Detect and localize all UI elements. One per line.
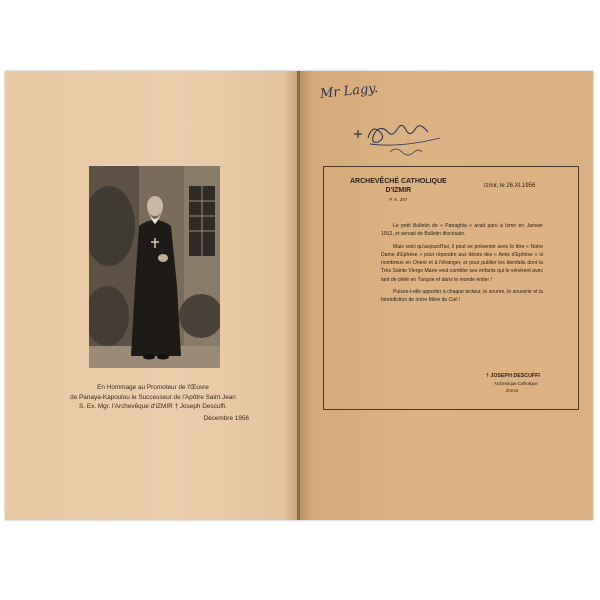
letter-body	[381, 222, 543, 309]
letterhead	[350, 177, 447, 204]
archbishop-photograph	[89, 166, 220, 368]
signature-title: Archevêque Catholique	[494, 381, 538, 386]
caption-line: de Panaya-Kapoulou le Successeur de l'Apôtre Saint Jean	[70, 393, 236, 401]
caption-line: En Hommage au Promoteur de l'Œuvre	[97, 384, 209, 391]
signature-see: d'Izmir	[506, 388, 519, 393]
handwritten-name: Mr Lagy.	[319, 81, 379, 102]
signature-name: † JOSEPH DESCUFFI	[486, 373, 540, 379]
letter-signature-block	[486, 373, 540, 394]
letter-paragraph: Mais voici qu'aujourd'hui, il peut se présenter avec le titre « Notre Dame d'Ephèse » pour répondre aux désirs des « Amis d'Ephèse » si nombreux en Orient et à l'étranger, et pour publier les bienfaits dont la Très Sainte Vierge Marie veut combler ses enfants qui le vénèrent avec tant de piété en Turquie et dans le monde entier !	[381, 243, 543, 283]
handwritten-dedication-and-signature	[350, 120, 540, 168]
letterhead-title: ARCHEVÊCHÉ CATHOLIQUE	[350, 178, 447, 185]
letterhead-pobox: P. K. 267	[389, 197, 408, 202]
caption-line: S. Ex. Mgr. l'Archevêque d'IZMIR † Joseph Descuffi.	[79, 403, 227, 411]
letter-paragraph: Puisse-t-elle apporter à chaque lecteur, le sourire, le souvenir et la bénédiction de notre Mère du Ciel !	[381, 289, 543, 304]
letterhead-city: D'IZMIR	[385, 187, 412, 194]
letter-date: Izmir, le 26.XI.1956	[484, 183, 536, 189]
photo-caption	[15, 383, 291, 423]
left-page	[5, 71, 299, 520]
caption-date: Décembre 1956	[203, 414, 249, 422]
book-spine	[297, 71, 300, 520]
archbishop-letter	[323, 166, 579, 410]
letter-paragraph: Le petit Bulletin de « Panaghia » avait paru à Izmir en Janvier 1912, et servait de Bulletin diocésain.	[381, 223, 543, 238]
